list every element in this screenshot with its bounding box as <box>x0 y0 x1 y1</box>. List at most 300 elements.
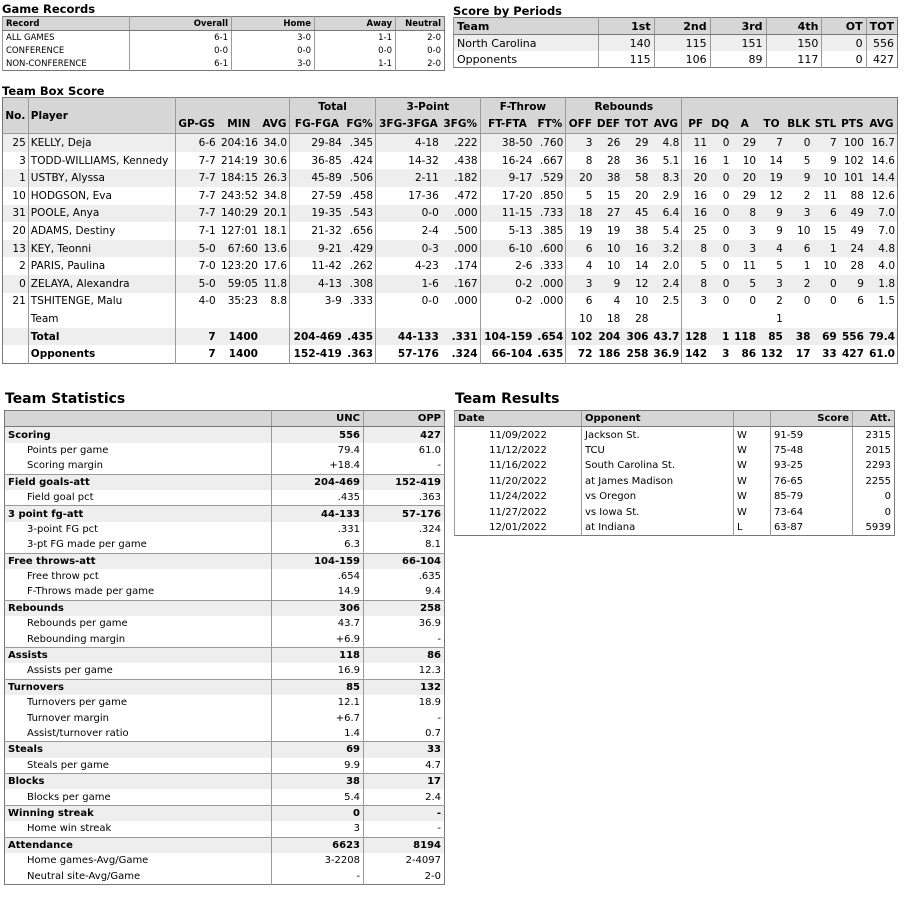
ts-sub-opp: .363 <box>364 490 445 506</box>
box-cell: 29-84 <box>290 134 344 152</box>
result-cell: 11/09/2022 <box>455 427 582 443</box>
box-cell: 1.5 <box>878 295 895 308</box>
box-cell: 3.2 <box>650 240 681 258</box>
box-cell: .000 <box>534 275 565 293</box>
box-cell: 9 <box>785 169 813 187</box>
player-row <box>3 222 898 240</box>
ts-sub-opp: 9.4 <box>364 584 445 600</box>
box-cell: 20 <box>566 169 595 187</box>
box-cell: 67:60 <box>218 240 260 258</box>
ts-section-unc: 204-469 <box>272 474 364 490</box>
ts-sub-unc: 5.4 <box>272 789 364 805</box>
box-cell: 0-3 <box>376 240 441 258</box>
box-cell: 31 <box>3 205 29 223</box>
col-header-fg-fga: FG-FGA <box>290 116 344 134</box>
result-cell: 76-65 <box>771 474 853 489</box>
box-cell: .345 <box>344 134 376 152</box>
gr-cell: NON-CONFERENCE <box>3 57 130 71</box>
box-cell: 3 <box>566 134 595 152</box>
tr-header-4: Att. <box>853 411 895 427</box>
box-cell <box>441 310 480 328</box>
result-cell: W <box>734 443 771 458</box>
box-cell: 4-13 <box>290 275 344 293</box>
group-header-fthrow: F-Throw <box>480 98 566 116</box>
box-cell: 2.9 <box>662 189 680 202</box>
tr-header-2 <box>734 411 771 427</box>
box-cell: 38 <box>635 224 649 237</box>
ts-section-label: Winning streak <box>5 805 272 821</box>
box-cell: 16 <box>622 240 650 258</box>
box-cell: 18 <box>606 312 621 325</box>
result-cell: W <box>734 458 771 473</box>
box-cell <box>866 310 898 328</box>
result-row <box>455 443 895 458</box>
box-cell <box>3 345 29 363</box>
box-cell: 34.0 <box>260 134 290 152</box>
box-cell: 88 <box>850 189 864 202</box>
ts-sub-label: F-Throws made per game <box>27 586 155 598</box>
ts-section-opp: 86 <box>364 647 445 663</box>
box-cell: 10 <box>635 295 649 308</box>
result-row <box>455 489 895 504</box>
box-cell: 6 <box>857 295 864 308</box>
box-cell: 25 <box>682 222 709 240</box>
ts-section-opp: 258 <box>364 600 445 616</box>
box-cell: 556 <box>839 328 866 346</box>
result-cell: 11/24/2022 <box>455 489 582 504</box>
sp-header-1: 1st <box>598 18 654 35</box>
box-cell: .167 <box>441 275 480 293</box>
box-cell: .529 <box>534 169 565 187</box>
box-cell: 2-6 <box>480 257 534 275</box>
box-cell: 10 <box>797 224 811 237</box>
ts-sub-label: Blocks per game <box>27 791 111 803</box>
box-cell: 5 <box>803 154 811 167</box>
box-cell: 10 <box>566 310 595 328</box>
box-cell: 85 <box>758 328 785 346</box>
box-cell: 1 <box>812 240 838 258</box>
result-cell: 2293 <box>853 458 895 473</box>
box-cell <box>344 310 376 328</box>
gr-cell: 0-0 <box>315 44 396 57</box>
gr-row <box>3 57 445 71</box>
ts-sub-opp: - <box>364 710 445 725</box>
box-cell <box>260 310 290 328</box>
box-cell: 79.4 <box>866 328 898 346</box>
box-cell: 123:20 <box>221 260 258 273</box>
score-by-periods-table <box>453 17 898 68</box>
box-cell: 4.8 <box>650 134 681 152</box>
col-header-off: OFF <box>566 116 595 134</box>
box-cell: 16 <box>682 152 709 170</box>
box-cell: 2.5 <box>662 295 680 308</box>
ts-section-unc: 85 <box>272 679 364 695</box>
box-cell: 7.0 <box>866 205 898 223</box>
gr-row <box>3 44 445 57</box>
box-cell: 38-50 <box>480 134 534 152</box>
team-statistics-table <box>4 410 445 885</box>
box-cell: 0 <box>803 295 811 308</box>
box-cell: 102 <box>566 328 595 346</box>
result-row <box>455 427 895 443</box>
sp-cell: 89 <box>710 51 766 68</box>
ts-sub-label: Rebounding margin <box>27 633 126 645</box>
ts-sub-opp: 0.7 <box>364 726 445 742</box>
ts-sub-unc: +6.9 <box>272 631 364 647</box>
result-cell: W <box>734 427 771 443</box>
box-cell: 243:52 <box>221 189 258 202</box>
box-cell: 0-0 <box>376 293 441 311</box>
box-cell: 28 <box>606 154 621 167</box>
box-cell <box>839 310 866 328</box>
group-header-3point: 3-Point <box>376 98 480 116</box>
result-cell: South Carolina St. <box>582 458 734 473</box>
ts-sub-unc: .654 <box>272 569 364 584</box>
ts-sub-unc: 16.9 <box>272 663 364 679</box>
box-cell: 15 <box>606 189 621 202</box>
result-cell: 0 <box>853 489 895 504</box>
box-cell: 306 <box>622 328 650 346</box>
col-header-to: TO <box>758 116 785 134</box>
box-cell: 59:05 <box>218 275 260 293</box>
box-cell: 140:29 <box>218 205 260 223</box>
result-cell: 12/01/2022 <box>455 520 582 536</box>
team-results-table <box>454 410 895 536</box>
box-cell: 118 <box>731 328 758 346</box>
sp-cell: North Carolina <box>454 35 599 52</box>
box-cell: 17 <box>795 348 811 361</box>
box-cell: 16 <box>682 187 709 205</box>
gr-cell: 0-0 <box>232 44 315 57</box>
ts-sub-unc: 9.9 <box>272 758 364 774</box>
box-cell: 128 <box>682 328 709 346</box>
box-cell: 7-7 <box>175 169 217 187</box>
box-cell: 8.8 <box>270 295 288 308</box>
team-statistics-title: Team Statistics <box>5 391 126 407</box>
box-cell: .000 <box>441 205 480 223</box>
box-cell: .543 <box>344 205 376 223</box>
gr-cell: 1-1 <box>315 57 396 71</box>
box-cell: 1 <box>803 260 811 273</box>
box-cell <box>260 345 290 363</box>
box-cell: 61.0 <box>869 348 895 361</box>
group-header-blank-right <box>682 98 898 116</box>
ts-sub-row <box>5 569 445 584</box>
result-row <box>455 520 895 536</box>
box-cell: 30.6 <box>263 154 288 167</box>
box-cell: 4.0 <box>878 260 895 273</box>
col-header-tot: TOT <box>622 116 650 134</box>
box-cell: Team <box>28 310 175 328</box>
box-cell: 16.7 <box>866 134 898 152</box>
col-header-pf: PF <box>682 116 709 134</box>
box-cell: 7 <box>812 134 838 152</box>
col-header-def: DEF <box>594 116 622 134</box>
ts-header-unc: UNC <box>272 411 364 427</box>
col-header-avg: AVG <box>866 116 898 134</box>
sp-cell: 556 <box>866 35 897 52</box>
gr-header-0: Record <box>3 17 130 31</box>
box-cell: 214:19 <box>221 154 258 167</box>
box-cell: 9 <box>776 224 783 237</box>
box-cell: 0 <box>722 260 730 273</box>
box-cell: 5 <box>731 275 758 293</box>
box-cell: 11-15 <box>480 205 534 223</box>
ts-sub-row <box>5 490 445 506</box>
ts-sub-opp: 36.9 <box>364 616 445 631</box>
col-header-avg: AVG <box>650 116 681 134</box>
box-cell <box>534 310 565 328</box>
ts-sub-row <box>5 458 445 474</box>
box-cell: 13.6 <box>260 240 290 258</box>
box-cell <box>812 310 838 328</box>
box-cell: 8 <box>566 152 595 170</box>
box-cell: 2 <box>785 275 813 293</box>
box-cell: 26.3 <box>260 169 290 187</box>
ts-sub-label: Assists per game <box>27 665 113 677</box>
ts-sub-unc: 14.9 <box>272 584 364 600</box>
gr-header-1: Overall <box>130 17 232 31</box>
col-header-blk: BLK <box>785 116 813 134</box>
box-cell: 11 <box>742 260 757 273</box>
box-cell: 7.0 <box>878 224 895 237</box>
box-cell: 6-6 <box>175 134 217 152</box>
box-cell: 66-104 <box>480 345 534 363</box>
team-row <box>3 310 898 328</box>
box-cell: 1 <box>776 312 783 325</box>
box-cell: 49 <box>839 205 866 223</box>
box-cell: .600 <box>534 240 565 258</box>
ts-sub-opp: - <box>364 458 445 474</box>
col-header-pts: PTS <box>839 116 866 134</box>
tr-header-0: Date <box>455 411 582 427</box>
box-cell: .435 <box>344 328 376 346</box>
box-score-table <box>2 97 898 364</box>
result-cell: W <box>734 489 771 504</box>
ts-sub-opp: - <box>364 821 445 837</box>
box-cell: 2 <box>803 189 811 202</box>
box-cell: 9-17 <box>480 169 534 187</box>
box-cell: 11 <box>823 189 837 202</box>
box-cell: 6 <box>812 205 838 223</box>
box-cell: TSHITENGE, Malu <box>28 293 175 311</box>
ts-sub-row <box>5 853 445 868</box>
box-cell: 7 <box>758 134 785 152</box>
player-row <box>3 205 898 223</box>
box-cell: HODGSON, Eva <box>28 187 175 205</box>
box-cell: 57-176 <box>376 345 441 363</box>
box-cell: 26 <box>594 134 622 152</box>
ts-section-unc: 118 <box>272 647 364 663</box>
ts-section-label: Rebounds <box>5 600 272 616</box>
ts-sub-unc: 3-2208 <box>272 853 364 868</box>
group-header-blank <box>175 98 289 116</box>
box-cell: 3-9 <box>290 293 344 311</box>
sp-cell: 117 <box>766 51 822 68</box>
ts-section-opp: 8194 <box>364 837 445 853</box>
result-cell: 85-79 <box>771 489 853 504</box>
ts-sub-unc: 12.1 <box>272 695 364 710</box>
box-cell: 12 <box>769 189 783 202</box>
box-cell: 258 <box>626 348 649 361</box>
box-cell: 0 <box>830 295 837 308</box>
box-cell <box>731 310 758 328</box>
box-cell: 9 <box>758 205 785 223</box>
ts-sub-opp: 61.0 <box>364 443 445 458</box>
box-cell: 13 <box>3 240 29 258</box>
gr-cell: 0-0 <box>130 44 232 57</box>
box-cell: 6 <box>785 240 813 258</box>
box-cell: 19-35 <box>290 205 344 223</box>
ts-sub-unc: - <box>272 868 364 884</box>
box-cell: 69 <box>812 328 838 346</box>
ts-sub-label: Turnovers per game <box>27 697 128 709</box>
box-cell: 20 <box>12 224 26 237</box>
ts-section-row <box>5 553 445 569</box>
box-cell: .733 <box>534 205 565 223</box>
result-cell: W <box>734 504 771 519</box>
box-cell: 3 <box>19 154 26 167</box>
result-cell: 11/16/2022 <box>455 458 582 473</box>
box-cell: .667 <box>539 154 564 167</box>
box-cell: 6 <box>566 293 595 311</box>
box-cell: 33 <box>822 348 837 361</box>
box-cell: ADAMS, Destiny <box>28 222 175 240</box>
box-cell: 29 <box>742 189 757 202</box>
box-cell: .506 <box>344 169 376 187</box>
box-cell: .324 <box>451 348 478 361</box>
sp-row <box>454 51 898 68</box>
box-cell: 4.8 <box>866 240 898 258</box>
box-cell: 27 <box>594 205 622 223</box>
box-cell: .331 <box>441 328 480 346</box>
col-header-min: MIN <box>218 116 260 134</box>
box-cell: 16 <box>682 205 709 223</box>
ts-section-unc: 556 <box>272 427 364 443</box>
box-cell: 7 <box>175 345 217 363</box>
ts-sub-row <box>5 631 445 647</box>
game-records-title: Game Records <box>2 2 96 16</box>
player-row <box>3 152 898 170</box>
box-cell: .385 <box>539 224 564 237</box>
box-cell: 4-18 <box>376 134 441 152</box>
box-cell: 0 <box>722 224 730 237</box>
box-cell: .000 <box>454 295 478 308</box>
result-cell: 73-64 <box>771 504 853 519</box>
ts-sub-row <box>5 726 445 742</box>
sp-header-0: Team <box>454 18 599 35</box>
ts-sub-label: Steals per game <box>27 759 109 771</box>
col-header-stl: STL <box>812 116 838 134</box>
ts-sub-opp: 2.4 <box>364 789 445 805</box>
ts-sub-unc: 1.4 <box>272 726 364 742</box>
box-cell: 21 <box>12 295 26 308</box>
box-cell: 86 <box>741 348 757 361</box>
box-cell: .000 <box>539 295 564 308</box>
box-cell: Total <box>28 328 175 346</box>
box-cell: 0 <box>749 295 757 308</box>
sp-row <box>454 35 898 52</box>
box-cell: 14.6 <box>871 154 895 167</box>
box-cell: .500 <box>454 224 478 237</box>
sp-cell: Opponents <box>454 51 599 68</box>
ts-section-label: Field goals-att <box>5 474 272 490</box>
box-cell: 10 <box>742 154 757 167</box>
ts-section-unc: 104-159 <box>272 553 364 569</box>
box-cell: 18 <box>566 205 595 223</box>
ts-section-label: Blocks <box>5 773 272 789</box>
result-cell: 91-59 <box>771 427 853 443</box>
box-cell: 3 <box>785 205 813 223</box>
box-cell: 45 <box>622 205 650 223</box>
box-cell: 16-24 <box>480 152 534 170</box>
box-cell: 5.1 <box>662 154 680 167</box>
box-cell: 3 <box>758 275 785 293</box>
result-cell: 2015 <box>853 443 895 458</box>
gr-header-3: Away <box>315 17 396 31</box>
box-cell: 1 <box>709 328 731 346</box>
ts-sub-label: Free throw pct <box>27 571 99 583</box>
box-cell: 2.4 <box>650 275 681 293</box>
box-cell: 8 <box>682 275 709 293</box>
box-cell: 0 <box>722 295 730 308</box>
ts-section-label: 3 point fg-att <box>5 506 272 522</box>
ts-sub-row <box>5 663 445 679</box>
ts-sub-opp: .324 <box>364 522 445 537</box>
box-cell: 3 <box>682 293 709 311</box>
box-cell: KEY, Teonni <box>28 240 175 258</box>
result-row <box>455 458 895 473</box>
box-cell: 14 <box>635 260 649 273</box>
gr-header-2: Home <box>232 17 315 31</box>
ts-sub-opp: 12.3 <box>364 663 445 679</box>
box-cell: 7 <box>175 328 217 346</box>
ts-sub-row <box>5 584 445 600</box>
box-cell: 44-133 <box>376 328 441 346</box>
box-cell: 17.6 <box>263 260 288 273</box>
box-cell: 14 <box>769 154 783 167</box>
box-cell: 36 <box>635 154 649 167</box>
box-cell: 10 <box>12 189 26 202</box>
ts-section-row <box>5 742 445 758</box>
box-cell: 7-7 <box>175 187 217 205</box>
sp-cell: 115 <box>598 51 654 68</box>
box-cell: 58 <box>622 169 650 187</box>
ts-sub-unc: 3 <box>272 821 364 837</box>
ts-section-label: Steals <box>5 742 272 758</box>
box-cell: 0 <box>709 169 731 187</box>
ts-section-label: Free throws-att <box>5 553 272 569</box>
ts-section-row <box>5 474 445 490</box>
sp-header-6: TOT <box>866 18 897 35</box>
ts-section-unc: 6623 <box>272 837 364 853</box>
box-cell: USTBY, Alyssa <box>28 169 175 187</box>
ts-section-row <box>5 805 445 821</box>
ts-sub-unc: 79.4 <box>272 443 364 458</box>
sp-cell: 0 <box>822 51 866 68</box>
box-cell: TODD-WILLIAMS, Kennedy <box>28 152 175 170</box>
box-cell: 28 <box>635 312 649 325</box>
box-cell: 24 <box>839 240 866 258</box>
ts-sub-row <box>5 789 445 805</box>
box-cell: 11-42 <box>290 257 344 275</box>
col-header-a: A <box>731 116 758 134</box>
ts-sub-opp: 2-0 <box>364 868 445 884</box>
col-header-3fg-: 3FG% <box>441 116 480 134</box>
box-cell: 4-23 <box>376 257 441 275</box>
col-header-ft-fta: FT-FTA <box>480 116 534 134</box>
box-cell: 0 <box>812 275 838 293</box>
